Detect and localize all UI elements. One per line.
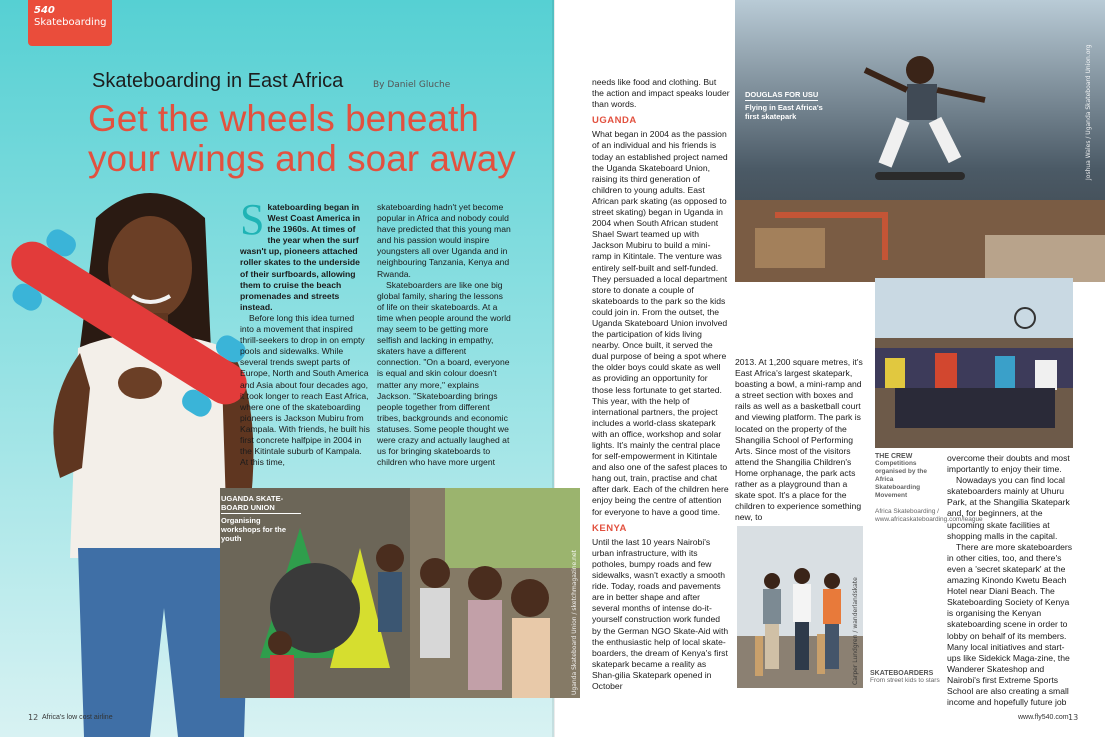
crew-caption — [875, 453, 983, 524]
paragraph: There are more skateboarders in other cities, too, and there's even a 'secret skatepark' at the amazing Kinondo Kwetu Beach Hotel near Diani Beach. The Skateboarding Society of Kenya is organising the Kenyan skateboarding scene in order to lobby on behalf of its members. Many local initiatives and start-ups like Sidekick Maga-zine, the Wanderer Skateshop and Nairobi's first Extreme Sports School are also creating a small income and hopefully future job — [947, 541, 1073, 708]
union-caption — [221, 494, 301, 543]
paragraph: overcome their doubts and most importantly to enjoy their time. — [947, 453, 1070, 475]
column-2 — [377, 202, 512, 474]
paragraph: needs like food and clothing. But the action and impact speaks louder than words. — [592, 77, 730, 110]
section-label: Skateboarding — [34, 17, 107, 28]
photo-credit: Uganda Skateboard Union / sketchmagazine.net — [571, 550, 578, 695]
column-5 — [947, 453, 1075, 708]
headline-line1: Get the wheels beneath — [88, 98, 479, 139]
skater-jump-photo — [735, 0, 1105, 282]
lead-paragraph: kateboarding began in West Coast America in the 1960s. At times of the year when the surf wasn't up, pioneers attached roller skates to the underside of their surfboards, allowing them to cruise the beach promenades and streets instead. — [240, 202, 361, 312]
photo-credit: Joshua Wales / Uganda Skateboard Union.org — [1085, 44, 1092, 180]
article-byline: By Daniel Gluche — [373, 80, 451, 90]
column-1 — [240, 195, 370, 472]
caption-text: Organising workshops for the youth — [221, 516, 287, 543]
headline — [88, 99, 548, 179]
section-number: 540 — [34, 5, 55, 16]
douglas-caption — [745, 90, 825, 121]
paragraph: Nowadays you can find local skateboarders mainly at Uhuru Park, at the Shangilia Skatepark and, for beginners, at the upcoming skate facilities at shopping malls in the capital. — [947, 475, 1070, 541]
paragraph: Until the last 10 years Nairobi's urban infrastructure, with its potholes, bumpy roads and few sidewalks, wasn't exactly a smooth ride. Today, roads and pavements are in better shape and after several months of intense do-it-yourself construction work funded by the German NGO Skate-Aid with the enthusiastic help of local skate-boarders, the dream of Kenya's first skatepark became a reality as Shan-gilia Skatepark opened in October — [592, 536, 729, 691]
skateboarders-illustration — [737, 526, 863, 688]
page-number-left: 12 — [28, 713, 39, 722]
paragraph: What began in 2004 as the passion of an individual and his friends is today an established project named the Uganda Skateboard Union, raising its third generation of children to young adults. East African park skating (as opposed to street skating) began in Uganda in 2004 when South African student Shael Swart teamed up with Jackson Mubiru to build a mini-ramp in Kitintale. The venture was entirely self-built and self-funded. They persuaded a local department store to donate a couple of skateboards to the park so the kids could join in. From the outset, the Uganda Skateboard Union involved the participation of kids living nearby. Once built, it served the dual purpose of being a spot where the older boys could skate as well as providing an opportunity for those less fortunate to get started. This year, with the help of international partners, the project includes a world-class skatepark with an office, workshop and solar lights. It's mainly the central place for self-empowerment in Kitintale and also one of the safest places to hang out, train, practise and chat after dark. Each of the children here enjoy being the centre of attention for everyone to have a good time. — [592, 129, 729, 517]
skaters-caption — [870, 670, 945, 685]
caption-text: Competitions organised by the Africa Skateboarding Movement — [875, 460, 928, 499]
paragraph: Before long this idea turned into a movement that inspired thrill-seekers to drop in on empty pools and sidewalks. While several trends swept parts of Europe, North and South America and Asia about four decades ago, it took longer to reach East Africa, where one of the skateboarding pioneers is Jackson Mubiru from Kampala. With friends, he built his first concrete halfpipe in 2004 in the Kitintale suburb of Kampala. At this time, — [240, 312, 370, 468]
caption-title: SKATEBOARDERS — [870, 670, 934, 677]
crew-photo — [875, 278, 1073, 448]
paragraph: 2013. At 1,200 square metres, it's East Africa's largest skatepark, boasting a bowl, a mini-ramp and a street section with boxes and rails as well as a basketball court and viewing platform. The park is located on the property of the Shangilia School of Performing Arts. Since most of the visitors attend the Shangilia Children's Home orphanage, the park acts rather as a playground than a skate spot. It's a place for the children to experience something new, to — [735, 357, 863, 523]
article-kicker: Skateboarding in East Africa — [92, 70, 344, 92]
caption-text: Flying in East Africa's first skatepark — [745, 103, 823, 121]
caption-title: THE CREW — [875, 453, 913, 460]
photo-credit: Carper Lundgren / wanderlandskate — [852, 577, 859, 685]
section-tab — [28, 0, 112, 46]
caption-credit: Africa Skateboarding / www.africaskateboarding.com/league — [875, 508, 983, 523]
subhead-kenya: KENYA — [592, 522, 627, 534]
column-3 — [592, 77, 730, 695]
page-number-right: 13 — [1068, 713, 1079, 722]
subhead-uganda: UGANDA — [592, 115, 637, 127]
paragraph: Skateboarders are like one big global family, sharing the lessons of life on their skateboards. At a time when people around the world may seem to be getting more selfish and lacking in empathy, skaters have a different connection. "On a board, everyone is equal and skin colour doesn't matter any more," explains Jackson. "Skateboarding brings people together from different tribes, backgrounds and economic statuses. Some people thought we were crazy and actually laughed at us for bringing skateboards to children who have more urgent — [377, 279, 511, 468]
caption-title: UGANDA SKATE-BOARD UNION — [221, 494, 301, 514]
skateboarders-photo — [737, 526, 863, 688]
drop-cap: S — [240, 195, 265, 244]
caption-text: From street kids to stars — [870, 677, 940, 684]
footer-tagline: Africa's low cost airline — [42, 714, 113, 721]
footer-url[interactable]: www.fly540.com — [1018, 714, 1069, 721]
crew-group-illustration — [875, 278, 1073, 448]
skater-jump-illustration — [735, 0, 1105, 282]
headline-line2: your wings and soar away — [88, 138, 516, 179]
paragraph: skateboarding hadn't yet become popular in Africa and nobody could have predicted that this young man and his passion would inspire youngsters all over Uganda and in neighbouring Tanzania, Kenya and Rwanda. — [377, 202, 511, 279]
caption-title: DOUGLAS FOR USU — [745, 90, 819, 99]
column-4 — [735, 357, 865, 522]
